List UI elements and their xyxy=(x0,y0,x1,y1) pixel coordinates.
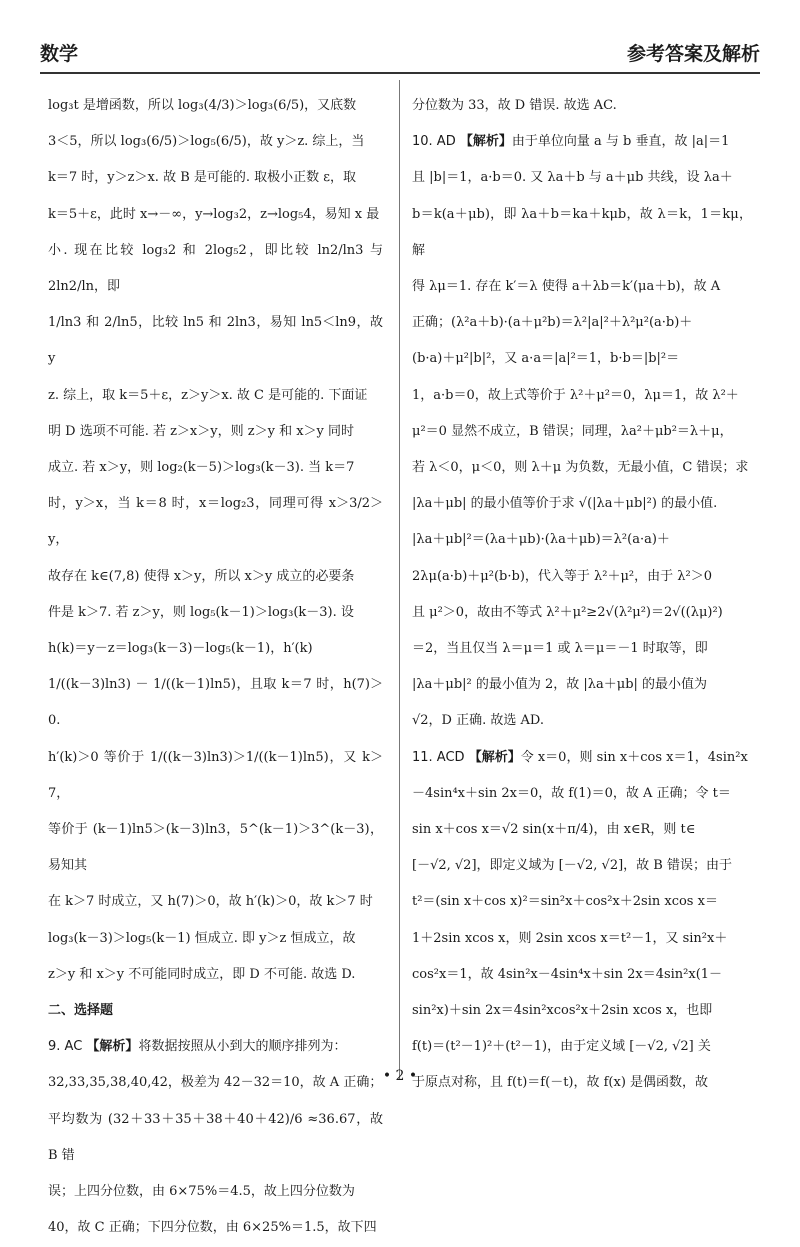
text-line: z. 综上，取 k＝5＋ε，z＞y＞x. 故 C 是可能的. 下面证 xyxy=(48,387,368,403)
text-line: b＝k(a＋μb)，即 λa＋b＝ka＋kμb，故 λ＝k，1＝kμ，解 xyxy=(412,206,752,258)
text-line: t²＝(sin x＋cos x)²＝sin²x＋cos²x＋2sin xcos x＝ xyxy=(412,894,718,910)
subject-title: 数学 xyxy=(40,43,79,65)
text-line: 成立. 若 x＞y，则 log₂(k－5)＞log₃(k－3). 当 k＝7 xyxy=(48,460,355,476)
text-line: 2λμ(a·b)＋μ²(b·b)，代入等于 λ²＋μ²，由于 λ²＞0 xyxy=(412,568,712,584)
analysis-tag: 【解析】 xyxy=(86,1039,139,1055)
text-line: √2，D 正确. 故选 AD. xyxy=(412,713,544,729)
text-line: 且 |b|＝1，a·b＝0. 又 λa＋b 与 a＋μb 共线，设 λa＋ xyxy=(412,170,733,186)
analysis-tag: 【解析】 xyxy=(468,749,521,765)
text-line: h′(k)＞0 等价于 1/((k－3)ln3)＞1/((k－1)ln5)，又 k＞7， xyxy=(48,749,383,801)
text-line: 于原点对称，且 f(t)＝f(－t)，故 f(x) 是偶函数，故 xyxy=(412,1075,709,1091)
text-line: 令 x＝0，则 sin x＋cos x＝1，4sin²x xyxy=(520,749,748,765)
text-line: ＝2，当且仅当 λ＝μ＝1 或 λ＝μ＝－1 时取等，即 xyxy=(412,641,708,657)
text-line: k＝7 时，y＞z＞x. 故 B 是可能的. 取极小正数 ε，取 xyxy=(48,170,357,186)
text-line: cos²x＝1，故 4sin²x－4sin⁴x＋sin 2x＝4sin²x(1－ xyxy=(412,966,723,982)
text-line: 1＋2sin xcos x，则 2sin xcos x＝t²－1，又 sin²x＋ xyxy=(412,930,728,946)
text-line: 件是 k＞7. 若 z＞y，则 log₅(k－1)＞log₃(k－3). 设 xyxy=(48,604,354,620)
text-line: 平均数为 (32＋33＋35＋38＋40＋42)/6 ≈36.67，故 B 错 xyxy=(48,1111,383,1163)
text-line: 若 λ＜0，μ＜0，则 λ＋μ 为负数，无最小值，C 错误；求 xyxy=(412,460,749,476)
text-line: 1/ln3 和 2/ln5，比较 ln5 和 2ln3，易知 ln5＜ln9，故 y xyxy=(48,315,383,367)
text-line: 在 k＞7 时成立，又 h(7)＞0，故 h′(k)＞0，故 k＞7 时 xyxy=(48,894,373,910)
text-line: [－√2, √2]，即定义域为 [－√2, √2]，故 B 错误；由于 xyxy=(412,858,732,874)
text-line: 40，故 C 正确；下四分位数，由 6×25%＝1.5，故下四 xyxy=(48,1220,377,1236)
text-line: h(k)＝y－z＝log₃(k－3)－log₅(k－1)，h′(k) xyxy=(48,641,313,657)
text-line: 等价于 (k－1)ln5＞(k－3)ln3，5^(k－1)＞3^(k－3)，易知其 xyxy=(48,822,383,874)
analysis-tag: 【解析】 xyxy=(459,134,512,150)
text-line: 故存在 k∈(7,8) 使得 x＞y，所以 x＞y 成立的必要条 xyxy=(48,568,355,584)
text-line: 得 λμ＝1. 存在 k′＝λ 使得 a＋λb＝k′(μa＋b)，故 A xyxy=(412,279,721,295)
page-number: • 2 • xyxy=(382,1068,418,1084)
text-line: 小. 现在比较 log₃2 和 2log₅2，即比较 ln2/ln3 与 2ln2/ln，即 xyxy=(48,242,383,295)
text-line: μ²＝0 显然不成立，B 错误；同理，λa²＋μb²＝λ＋μ， xyxy=(412,423,733,439)
text-line: 误；上四分位数，由 6×75%＝4.5，故上四分位数为 xyxy=(48,1184,355,1200)
question-9-first-line xyxy=(48,1029,383,1065)
text-line: 时，y＞x，当 k＝8 时，x＝log₂3，同理可得 x＞3/2＞y， xyxy=(48,496,383,548)
text-line: |λa＋μb| 的最小值等价于求 √(|λa＋μb|²) 的最小值. xyxy=(412,496,718,512)
page-header xyxy=(40,42,760,74)
text-line: (b·a)＋μ²|b|²，又 a·a＝|a|²＝1，b·b＝|b|²＝ xyxy=(412,351,680,367)
question-number: 10. AD xyxy=(412,134,456,150)
section-title: 参考答案及解析 xyxy=(626,43,760,65)
text-line: sin²x)＋sin 2x＝4sin²xcos²x＋2sin xcos x，也即 xyxy=(412,1003,713,1019)
text-line: 分位数为 33，故 D 错误. 故选 AC. xyxy=(412,98,617,113)
question-11-first-line xyxy=(412,740,752,776)
text-line: log₃(k－3)＞log₅(k－1) 恒成立. 即 y＞z 恒成立，故 xyxy=(48,930,356,946)
text-line: －4sin⁴x＋sin 2x＝0，故 f(1)＝0，故 A 正确；令 t＝ xyxy=(412,785,731,801)
text-line: |λa＋μb|²＝(λa＋μb)·(λa＋μb)＝λ²(a·a)＋ xyxy=(412,532,670,548)
text-line: f(t)＝(t²－1)²＋(t²－1)，由于定义域 [－√2, √2] 关 xyxy=(412,1039,711,1055)
text-line: 明 D 选项不可能. 若 z＞x＞y，则 z＞y 和 x＞y 同时 xyxy=(48,423,355,439)
text-line: log₃t 是增函数，所以 log₃(4/3)＞log₃(6/5)，又底数 xyxy=(48,98,357,113)
question-10-first-line xyxy=(412,124,752,160)
text-line: 3＜5，所以 log₃(6/5)＞log₅(6/5)，故 y＞z. 综上，当 xyxy=(48,134,365,150)
text-line: k＝5＋ε，此时 x→－∞，y→log₃2，z→log₅4，易知 x 最 xyxy=(48,206,380,222)
text-line: 1，a·b＝0，故上式等价于 λ²＋μ²＝0，λμ＝1，故 λ²＋ xyxy=(412,387,739,403)
column-divider xyxy=(399,80,400,1080)
text-line: sin x＋cos x＝√2 sin(x＋π/4)，由 x∈R，则 t∈ xyxy=(412,822,696,838)
question-number: 11. ACD xyxy=(412,749,465,765)
text-line: 1/((k－3)ln3) － 1/((k－1)ln5)，且取 k＝7 时，h(7)＞0. xyxy=(48,677,383,729)
text-line: 32,33,35,38,40,42，极差为 42－32＝10，故 A 正确； xyxy=(48,1075,383,1091)
text-line: 由于单位向量 a 与 b 垂直，故 |a|＝1 xyxy=(511,134,730,150)
text-line: 正确；(λ²a＋b)·(a＋μ²b)＝λ²|a|²＋λ²μ²(a·b)＋ xyxy=(412,315,693,331)
text-line: 将数据按照从小到大的顺序排列为： xyxy=(138,1039,347,1055)
text-line: z＞y 和 x＞y 不可能同时成立，即 D 不可能. 故选 D. xyxy=(48,966,356,982)
text-line: 且 μ²＞0，故由不等式 λ²＋μ²≥2√(λ²μ²)＝2√((λμ)²) xyxy=(412,604,723,620)
right-column xyxy=(412,88,752,1102)
text-line: |λa＋μb|² 的最小值为 2，故 |λa＋μb| 的最小值为 xyxy=(412,677,708,693)
question-number: 9. AC xyxy=(48,1039,83,1055)
section-heading: 二、选择题 xyxy=(48,1003,114,1019)
